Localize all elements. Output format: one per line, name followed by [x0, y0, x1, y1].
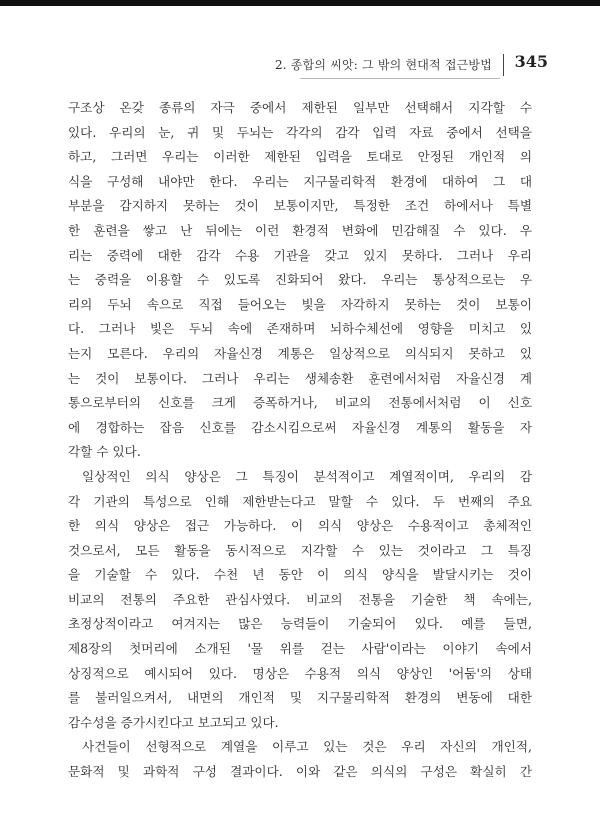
text-line: 한 훈련을 쌓고 난 뒤에는 이런 환경적 변화에 민감해질 수 있다. 우: [68, 222, 532, 238]
text-line: 문화적 및 과학적 구성 결과이다. 이와 같은 의식의 구성은 확실히 간: [68, 764, 532, 780]
text-line: 다. 그러나 빛은 두뇌 속에 존재하며 뇌하수체선에 영향을 미치고 있: [68, 321, 532, 337]
text-line: 부분을 감지하지 못하는 것이 보통이지만, 특정한 조건 하에서나 특별: [68, 198, 532, 214]
text-line: 를 불러일으켜서, 내면의 개인적 및 지구물리학적 환경의 변동에 대한: [68, 690, 532, 706]
text-line: 제8장의 첫머리에 소개된 '물 위를 걷는 사람'이라는 이야기 속에서: [68, 641, 532, 657]
text-line: 하고, 그러면 우리는 이러한 제한된 입력을 토대로 안정된 개인적 의: [68, 149, 532, 165]
text-line: 일상적인 의식 양상은 그 특징이 분석적이고 계열적이며, 우리의 감: [82, 468, 532, 484]
text-line: 통으로부터의 신호를 크게 증폭하거나, 비교의 전통에서처럼 이 신호: [68, 395, 532, 411]
text-line: 감수성을 증가시킨다고 보고되고 있다.: [68, 714, 279, 730]
text-line: 초정상적이라고 여겨지는 많은 능력들이 기술되어 있다. 예를 들면,: [68, 616, 532, 632]
text-line: 사건들이 선형적으로 계열을 이루고 있는 것은 우리 자신의 개인적,: [82, 739, 532, 755]
text-line: 는 중력을 이용할 수 있도록 진화되어 왔다. 우리는 통상적으로는 우: [68, 272, 532, 288]
running-header: [0, 52, 548, 80]
text-line: 에 경합하는 잡음 신호를 감소시킴으로써 자율신경 계통의 활동을 자: [68, 419, 532, 435]
text-line: 식을 구성해 내야만 한다. 우리는 지구물리학적 환경에 대하여 그 대: [68, 173, 532, 189]
top-border-bar: [0, 0, 600, 6]
text-line: 리의 두뇌 속으로 직접 들어오는 빛을 자각하지 못하는 것이 보통이: [68, 296, 532, 312]
text-line: 비교의 전통의 주요한 관심사였다. 비교의 전통을 기술한 책 속에는,: [68, 591, 532, 607]
text-line: 각할 수 있다.: [68, 444, 141, 460]
text-line: 구조상 온갖 종류의 자극 중에서 제한된 일부만 선택해서 지각할 수: [68, 100, 532, 115]
body-text: [68, 96, 532, 785]
text-line: 각 기관의 특성으로 인해 제한받는다고 말할 수 있다. 두 번째의 주요: [68, 493, 532, 509]
text-line: 는 것이 보통이다. 그러나 우리는 생체송환 훈련에서처럼 자율신경 계: [68, 370, 532, 386]
running-title: 2. 종합의 씨앗: 그 밖의 현대적 접근방법: [274, 58, 492, 72]
text-line: 한 의식 양상은 접근 가능하다. 이 의식 양상은 수용적이고 총체적인: [68, 518, 532, 534]
header-divider: [503, 54, 504, 76]
text-line: 리는 중력에 대한 감각 수용 기관을 갖고 있지 못하다. 그러나 우리: [68, 247, 532, 263]
text-line: 것으로서, 모든 활동을 동시적으로 지각할 수 있는 것이라고 그 특징: [68, 542, 532, 558]
text-line: 있다. 우리의 눈, 귀 및 두뇌는 각각의 감각 입력 자료 중에서 선택을: [68, 124, 532, 140]
text-line: 상징적으로 예시되어 있다. 명상은 수용적 의식 양상인 '어둠'의 상태: [68, 665, 532, 681]
page-number: 345: [514, 52, 548, 71]
text-line: 는지 모른다. 우리의 자율신경 계통은 일상적으로 의식되지 못하고 있: [68, 345, 532, 361]
header-rule: [300, 78, 500, 79]
text-line: 을 기술할 수 있다. 수천 년 동안 이 의식 양식을 발달시키는 것이: [68, 567, 532, 583]
